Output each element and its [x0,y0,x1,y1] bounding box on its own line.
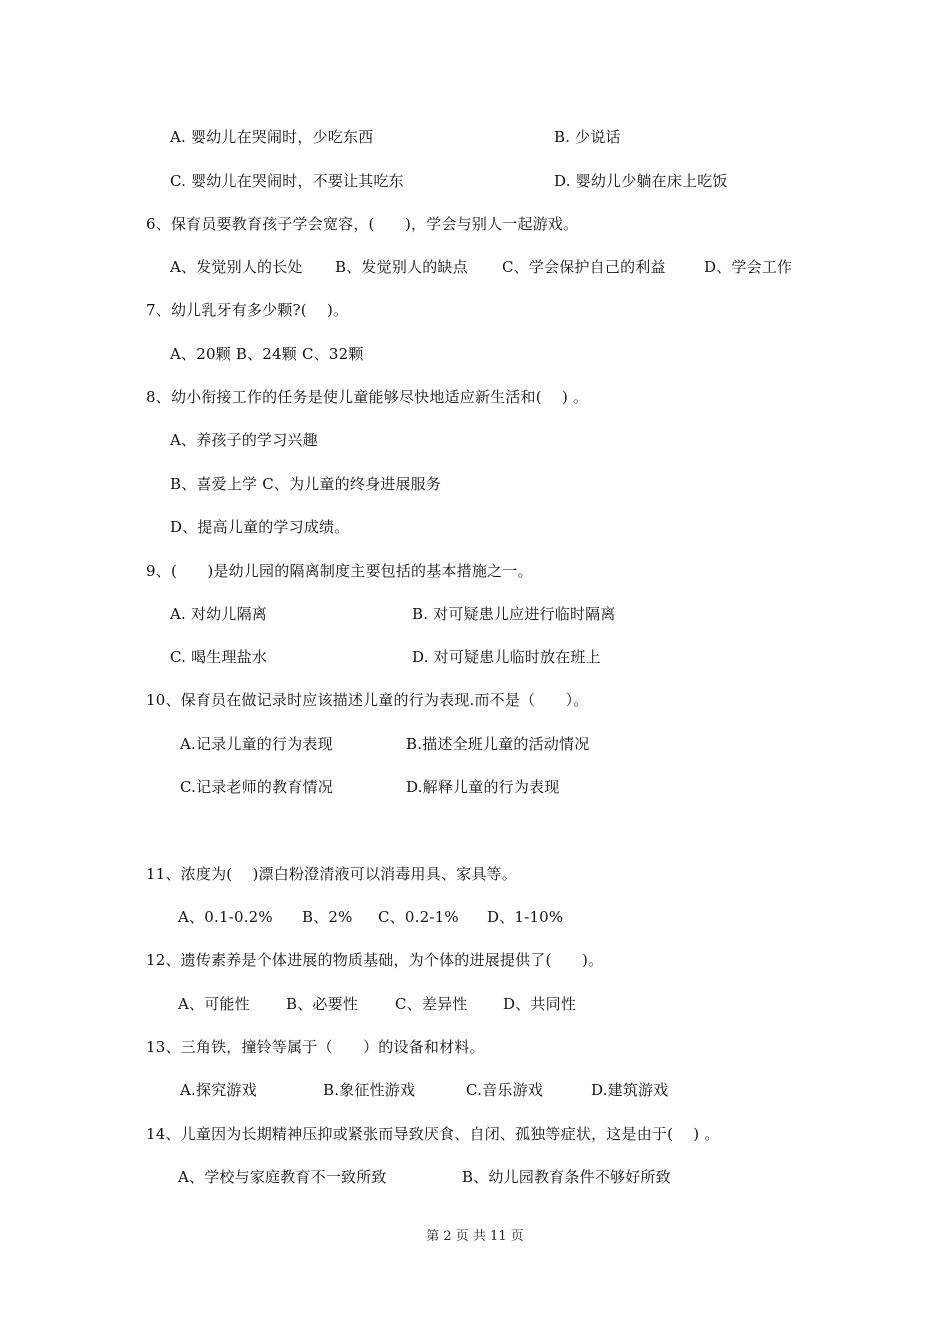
q12-option-b: B、必要性 [286,995,359,1013]
q8-option-line-3: D、提高儿童的学习成绩。 [170,518,350,536]
q8-option-line-2: B、喜爱上学 C、为儿童的终身进展服务 [170,475,442,493]
q12-stem: 12、遗传素养是个体进展的物质基础，为个体的进展提供了( )。 [146,951,604,969]
q6-option-b: B、发觉别人的缺点 [335,258,468,276]
q12-option-a: A、可能性 [178,995,250,1013]
q6-option-a: A、发觉别人的长处 [170,258,303,276]
q10-option-b: B.描述全班儿童的活动情况 [406,735,590,753]
q14-stem: 14、儿童因为长期精神压抑或紧张而导致厌食、自闭、孤独等症状，这是由于( ) 。 [146,1125,720,1143]
q11-option-b: B、2% [302,908,353,926]
q12-option-d: D、共同性 [503,995,577,1013]
q7-stem: 7、幼儿乳牙有多少颗?( )。 [146,301,349,319]
q6-option-d: D、学会工作 [704,258,793,276]
q7-options: A、20颗 B、24颗 C、32颗 [170,345,364,363]
q11-stem: 11、浓度为( )漂白粉澄清液可以消毒用具、家具等。 [146,865,517,883]
q9-option-c: C. 喝生理盐水 [170,648,268,666]
q13-option-c: C.音乐游戏 [466,1081,543,1099]
q6-stem: 6、保育员要教育孩子学会宽容，( )，学会与别人一起游戏。 [146,215,579,233]
q11-option-d: D、1-10% [487,908,564,926]
q9-stem: 9、( )是幼儿园的隔离制度主要包括的基本措施之一。 [146,562,533,580]
q5-option-a: A. 婴幼儿在哭闹时，少吃东西 [170,128,374,146]
q11-option-a: A、0.1-0.2% [178,908,273,926]
q10-stem: 10、保育员在做记录时应该描述儿童的行为表现.而不是（ ）。 [146,691,589,709]
q13-stem: 13、三角铁，撞铃等属于（ ）的设备和材料。 [146,1038,485,1056]
q13-option-d: D.建筑游戏 [591,1081,669,1099]
q6-option-c: C、学会保护自己的利益 [502,258,666,276]
q5-option-d: D. 婴幼儿少躺在床上吃饭 [554,172,728,190]
q9-option-d: D. 对可疑患儿临时放在班上 [412,648,601,666]
page-footer: 第 2 页 共 11 页 [426,1229,524,1244]
q5-option-c: C. 婴幼儿在哭闹时，不要让其吃东 [170,172,404,190]
q10-option-a: A.记录儿童的行为表现 [180,735,333,753]
q9-option-b: B. 对可疑患儿应进行临时隔离 [412,605,616,623]
q13-option-a: A.探究游戏 [180,1081,257,1099]
q10-option-d: D.解释儿童的行为表现 [406,778,560,796]
q11-option-c: C、0.2-1% [378,908,459,926]
q5-option-b: B. 少说话 [554,128,621,146]
q8-option-line-1: A、养孩子的学习兴趣 [170,431,318,449]
q10-option-c: C.记录老师的教育情况 [180,778,333,796]
q9-option-a: A. 对幼儿隔离 [170,605,267,623]
q8-stem: 8、幼小衔接工作的任务是使儿童能够尽快地适应新生活和( ) 。 [146,388,589,406]
q13-option-b: B.象征性游戏 [323,1081,416,1099]
q14-option-b: B、幼儿园教育条件不够好所致 [462,1168,671,1186]
q14-option-a: A、学校与家庭教育不一致所致 [178,1168,387,1186]
q12-option-c: C、差异性 [395,995,468,1013]
